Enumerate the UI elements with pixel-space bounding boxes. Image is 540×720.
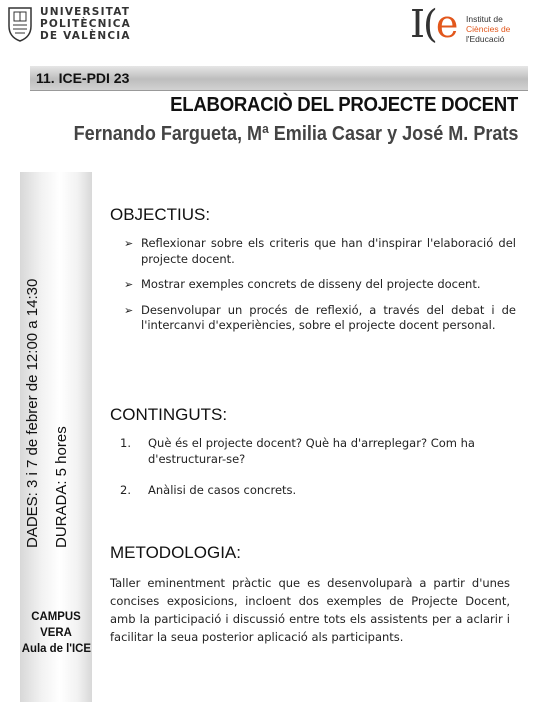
course-code: 11. ICE-PDI 23 — [36, 70, 130, 86]
ice-line: l'Educació — [466, 34, 505, 44]
item-number: 2. — [120, 483, 131, 497]
list-item — [124, 277, 516, 293]
ice-line: Ciències de — [466, 24, 511, 34]
list-item — [124, 236, 516, 267]
course-location — [22, 608, 90, 656]
objectives-heading: OBJECTIUS: — [110, 205, 211, 224]
ice-logo — [410, 2, 535, 50]
ice-line: Institut de — [466, 14, 503, 24]
arrow-bullet-icon: ➢ — [124, 278, 134, 291]
arrow-bullet-icon: ➢ — [124, 303, 134, 317]
objective-text: Mostrar exemples concrets de disseny del projecte docent. — [141, 277, 481, 291]
location-line: Aula de l'ICE — [21, 641, 92, 655]
list-item — [120, 436, 516, 467]
course-duration: DURADA: 5 hores — [53, 426, 70, 548]
contents-heading: CONTINGUTS: — [110, 405, 228, 424]
content-text: Què és el projecte docent? Què ha d'arreplegar? Com ha d'estructurar-se? — [148, 436, 475, 466]
objective-text: Reflexionar sobre els criteris que han d'inspirar l'elaboració del projecte docent. — [141, 236, 516, 266]
course-dates: DADES: 3 i 7 de febrer de 12:00 a 14:30 — [24, 278, 41, 548]
objectives-list — [124, 236, 516, 344]
arrow-bullet-icon: ➢ — [124, 237, 134, 250]
university-line: DE VALÈNCIA — [40, 30, 131, 42]
contents-list — [120, 436, 516, 515]
authors: Fernando Fargueta, Mª Emilia Casar y José M. Prats — [73, 122, 518, 145]
location-line: VERA — [40, 625, 72, 639]
university-name — [40, 6, 131, 42]
ice-institute-name — [466, 14, 510, 44]
list-item — [124, 303, 516, 334]
methodology-text: Taller eminentment pràctic que es desenvoluparà a partir d'unes concises exposicions, incloent dos exemples de Projecte Docent, amb la participació i discussió entre tots els assistents per a aclarir i facilitar la seua posterior aplicació als participants. — [110, 576, 510, 644]
header-band — [30, 66, 528, 91]
university-seal-icon — [6, 6, 34, 42]
methodology-heading: METODOLOGIA: — [110, 543, 241, 562]
content-text: Anàlisi de casos concrets. — [148, 483, 297, 497]
university-line: POLITÈCNICA — [40, 18, 131, 30]
university-line: UNIVERSITAT — [40, 6, 131, 18]
ice-letters: I(e — [410, 2, 457, 46]
item-number: 1. — [120, 436, 131, 450]
location-line: CAMPUS — [31, 609, 81, 623]
list-item — [120, 483, 516, 499]
objective-text: Desenvolupar un procés de reflexió, a través del debat i de l'intercanvi d'experiències, sobre el projecte docent personal. — [141, 302, 516, 332]
page-title: ELABORACIÒ DEL PROJECTE DOCENT — [170, 94, 518, 116]
upv-logo — [6, 4, 131, 46]
